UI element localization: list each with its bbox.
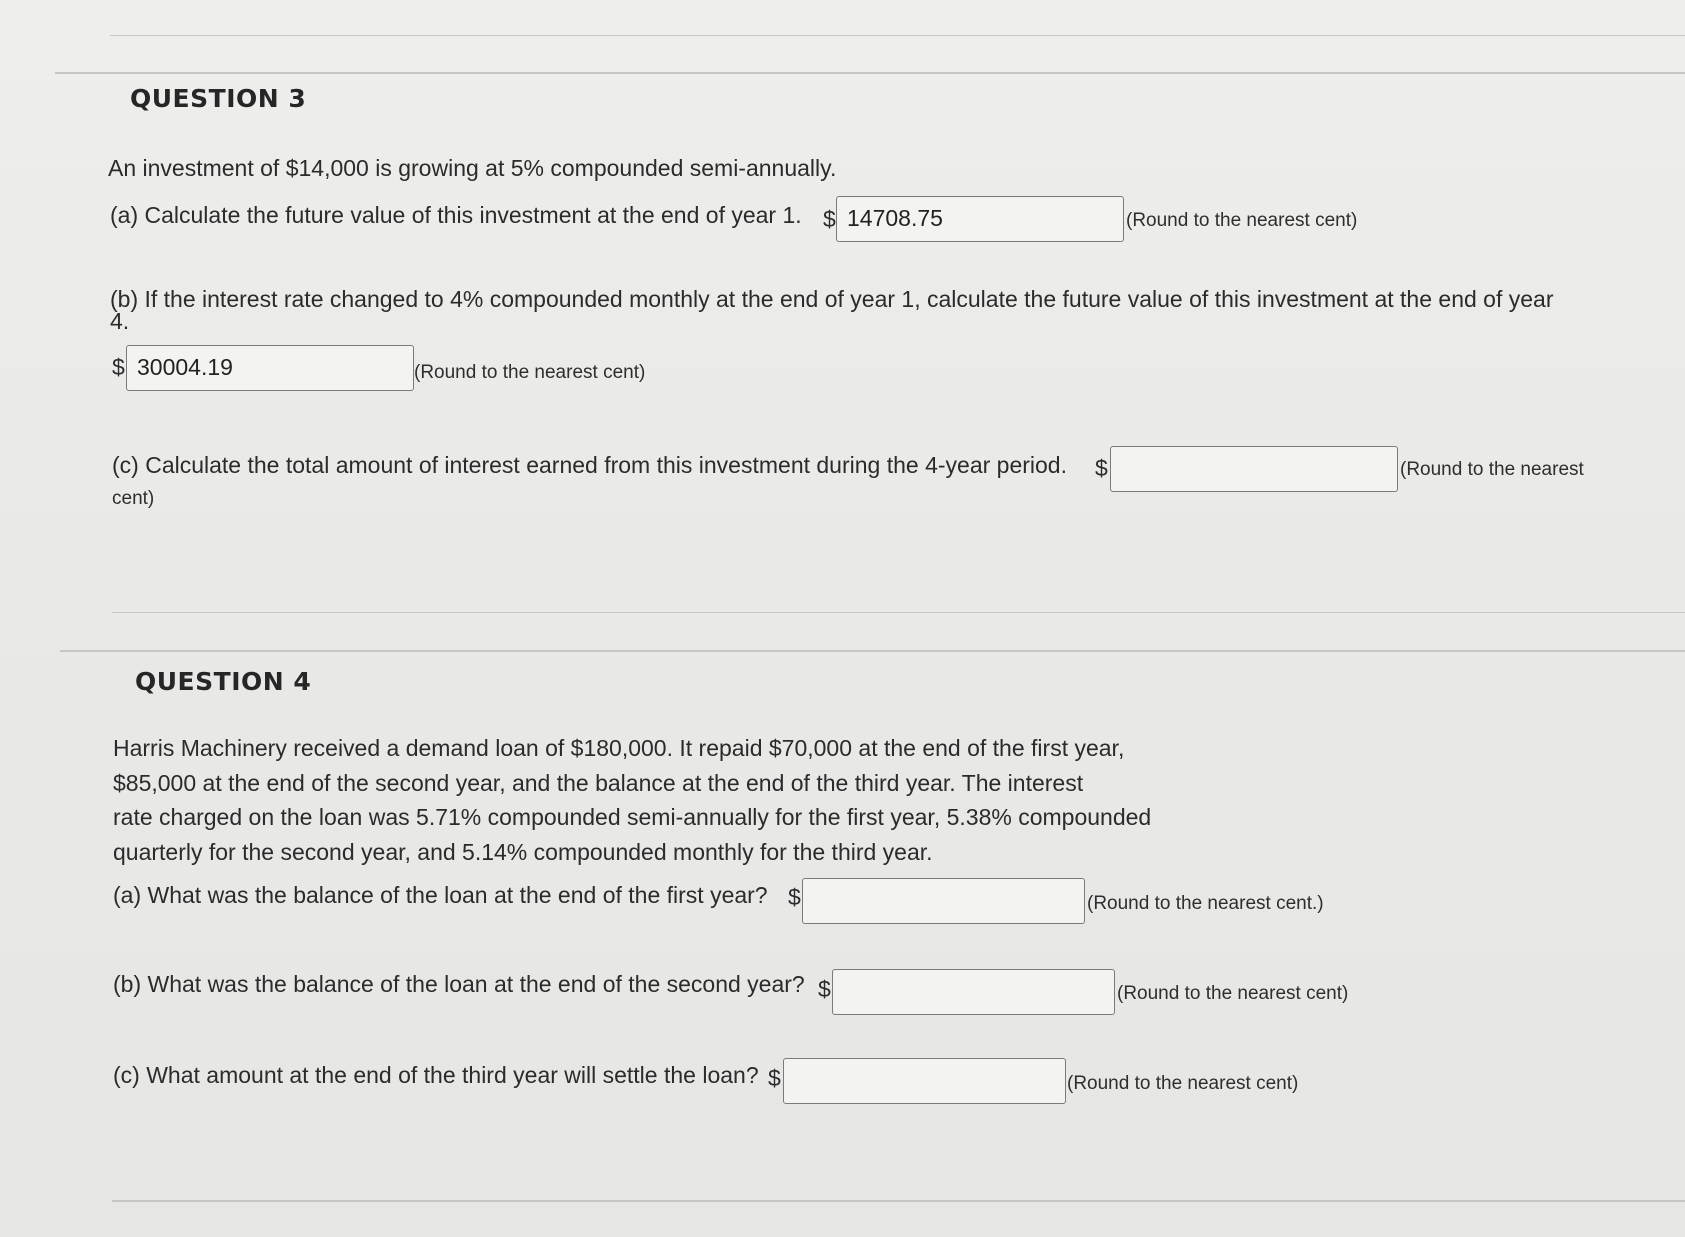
question-4-intro-line-4: quarterly for the second year, and 5.14% compounded monthly for the third year.	[113, 839, 933, 865]
question-4-top-divider	[60, 650, 1685, 652]
question-3-intro: An investment of $14,000 is growing at 5% compounded semi-annually.	[108, 155, 837, 181]
question-4a-rounding-note: (Round to the nearest cent.)	[1087, 893, 1324, 914]
question-4b-rounding-note: (Round to the nearest cent)	[1117, 983, 1349, 1004]
question-3a-rounding-note: (Round to the nearest cent)	[1126, 210, 1358, 231]
question-3a-prompt: (a) Calculate the future value of this investment at the end of year 1.	[110, 202, 802, 228]
question-3b-prompt-line1: (b) If the interest rate changed to 4% compounded monthly at the end of year 1, calculate the future value of this investment at the end of year	[110, 286, 1554, 312]
question-4a-currency: $	[788, 884, 801, 910]
question-4c-answer-input[interactable]	[783, 1058, 1066, 1104]
question-3-top-divider	[55, 72, 1685, 74]
question-3b-currency: $	[112, 354, 125, 380]
question-3c-rounding-note-line1: (Round to the nearest	[1400, 459, 1584, 480]
question-3b-rounding-note: (Round to the nearest cent)	[414, 362, 646, 383]
question-4-bottom-divider	[112, 1200, 1685, 1202]
question-3a-answer-input[interactable]: 14708.75	[836, 196, 1124, 242]
question-4-intro-line-3: rate charged on the loan was 5.71% compounded semi-annually for the first year, 5.38% compounded	[113, 804, 1152, 830]
question-3c-rounding-note-line2: cent)	[112, 488, 155, 509]
question-3b-prompt-line2: 4.	[110, 308, 130, 334]
question-3c-currency: $	[1095, 455, 1108, 481]
top-divider	[110, 35, 1685, 36]
question-4b-answer-input[interactable]	[832, 969, 1115, 1015]
question-4c-currency: $	[768, 1065, 781, 1091]
question-4a-answer-input[interactable]	[802, 878, 1085, 924]
question-3-bottom-divider-thin	[112, 612, 1685, 613]
question-4a-prompt: (a) What was the balance of the loan at the end of the first year?	[113, 882, 768, 908]
question-3c-prompt: (c) Calculate the total amount of interest earned from this investment during the 4-year period.	[112, 452, 1067, 478]
question-4b-prompt: (b) What was the balance of the loan at the end of the second year?	[113, 971, 805, 997]
question-4c-prompt: (c) What amount at the end of the third year will settle the loan?	[113, 1062, 759, 1088]
question-3b-answer-input[interactable]: 30004.19	[126, 345, 414, 391]
question-4-intro-line-1: Harris Machinery received a demand loan of $180,000. It repaid $70,000 at the end of the first year,	[113, 735, 1125, 761]
question-4c-rounding-note: (Round to the nearest cent)	[1067, 1073, 1299, 1094]
question-3c-answer-input[interactable]	[1110, 446, 1398, 492]
question-4-heading: QUESTION 4	[135, 667, 312, 696]
question-3a-currency: $	[823, 206, 836, 232]
question-4b-currency: $	[818, 976, 831, 1002]
question-3-heading: QUESTION 3	[130, 84, 307, 113]
question-4-intro-line-2: $85,000 at the end of the second year, and the balance at the end of the third year. The interest	[113, 770, 1084, 796]
